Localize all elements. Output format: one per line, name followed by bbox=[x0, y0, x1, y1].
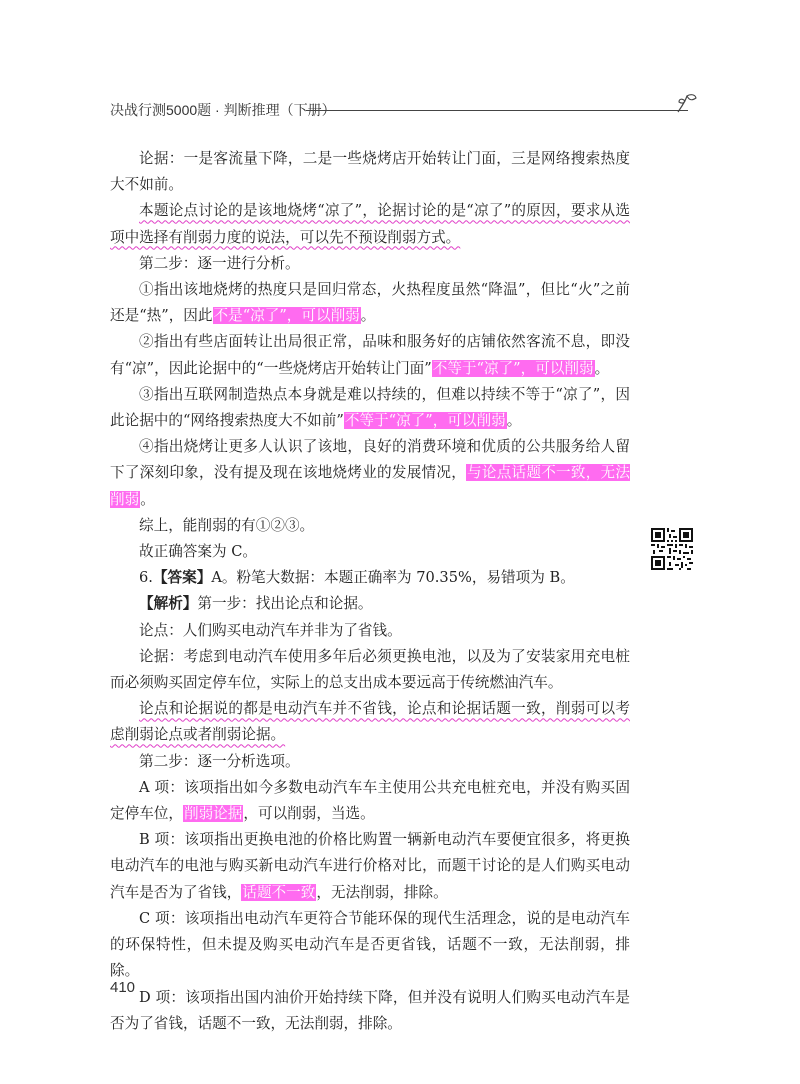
paragraph-item bbox=[110, 382, 630, 434]
page-number: 410 bbox=[110, 979, 136, 996]
paragraph-option: D 项：该项指出国内油价开始持续下降，但并没有说明人们购买电动汽车是否为了省钱，话题不一致，无法削弱，排除。 bbox=[110, 988, 630, 1032]
item-end: 。 bbox=[360, 307, 376, 325]
option-end: ，无法削弱，排除。 bbox=[316, 883, 448, 901]
analysis-text: 第一步：找出论点和论据。 bbox=[197, 595, 373, 613]
item-text: ②指出有些店面转让出局很正常，品味和服务好的店铺依然客流不息，即没有“凉”，因此论据中的“一些烧烤店开始转让门面” bbox=[110, 333, 630, 377]
item-end: 。 bbox=[140, 490, 155, 508]
running-header bbox=[110, 92, 695, 122]
option-end: ，可以削弱，当选。 bbox=[243, 805, 375, 823]
highlight: 削弱论据 bbox=[183, 805, 243, 823]
qr-code-icon[interactable] bbox=[651, 528, 693, 570]
paragraph: 论点：人们购买电动汽车并非为了省钱。 bbox=[139, 621, 402, 639]
question-number: 6. bbox=[139, 569, 153, 587]
analysis-label: 【解析】 bbox=[139, 595, 198, 613]
paragraph-note bbox=[110, 198, 630, 250]
paragraph-item bbox=[110, 329, 630, 381]
option-text: A 项：该项指出如今多数电动汽车车主使用公共充电桩充电，并没有购买固定停车位， bbox=[110, 778, 630, 823]
option-text: B 项：该项指出更换电池的价格比购置一辆新电动汽车要便宜很多，将更换电动汽车的电池与购买新电动汽车进行价格对比，而题干讨论的是人们购买电动汽车是否为了省钱， bbox=[110, 831, 630, 901]
paragraph-note bbox=[110, 696, 630, 748]
highlight: 不是“凉了”，可以削弱 bbox=[213, 307, 360, 325]
paragraph: 故正确答案为 C。 bbox=[139, 543, 257, 561]
analysis-line bbox=[110, 591, 630, 617]
page-body bbox=[110, 146, 630, 1037]
item-end: 。 bbox=[594, 359, 610, 377]
item-text: ④指出烧烤让更多人认识了该地，良好的消费环境和优质的公共服务给人留下了深刻印象，没有提及现在该地烧烤业的发展情况， bbox=[110, 438, 630, 482]
paragraph: 论据：考虑到电动汽车使用多年后必须更换电池，以及为了安装家用充电桩而必须购买固定停车位，实际上的总支出成本要远高于传统燃油汽车。 bbox=[110, 647, 630, 692]
book-title: 决战行测5000题 · 判断推理（下册） bbox=[110, 102, 336, 118]
highlight: 与论点话题不一致，无法削弱 bbox=[110, 464, 630, 508]
paragraph: 论据：一是客流量下降，二是一些烧烤店开始转让门面，三是网络搜索热度大不如前。 bbox=[110, 150, 630, 194]
highlight: 不等于“凉了”，可以削弱 bbox=[344, 412, 506, 430]
answer-label: 【答案】 bbox=[152, 569, 212, 587]
wavy-note: 本题论点讨论的是该地烧烤“凉了”，论据讨论的是“凉了”的原因，要求从选项中选择有削弱力度的说法，可以先不预设削弱方式。 bbox=[110, 202, 630, 246]
answer-line bbox=[110, 565, 630, 591]
answer-text: A。粉笔大数据：本题正确率为 70.35%，易错项为 B。 bbox=[211, 569, 575, 587]
item-end: 。 bbox=[506, 412, 522, 430]
paragraph: 第二步：逐一进行分析。 bbox=[139, 254, 300, 272]
paragraph: 第二步：逐一分析选项。 bbox=[139, 752, 300, 770]
wavy-note: 论点和论据说的都是电动汽车并不省钱，论点和论据话题一致，削弱可以考虑削弱论点或者削弱论据。 bbox=[110, 700, 630, 744]
item-text: ①指出该地烧烤的热度只是回归常态，火热程度虽然“降温”，但比“火”之前还是“热”，因此 bbox=[110, 281, 630, 325]
highlight: 话题不一致 bbox=[242, 883, 316, 901]
item-text: ③指出互联网制造热点本身就是难以持续的，但难以持续不等于“凉了”，因此论据中的“网络搜索热度大不如前” bbox=[110, 385, 630, 430]
paragraph-option bbox=[110, 827, 630, 906]
paragraph-item bbox=[110, 277, 630, 329]
highlight: 不等于“凉了”，可以削弱 bbox=[432, 359, 594, 377]
leaf-icon bbox=[676, 92, 698, 114]
header-rule bbox=[306, 110, 688, 111]
paragraph-item bbox=[110, 434, 630, 513]
paragraph-option bbox=[110, 775, 630, 827]
paragraph-option: C 项：该项指出电动汽车更符合节能环保的现代生活理念，说的是电动汽车的环保特性，但未提及购买电动汽车是否更省钱，话题不一致，无法削弱，排除。 bbox=[110, 909, 630, 980]
paragraph: 综上，能削弱的有①②③。 bbox=[139, 516, 315, 534]
